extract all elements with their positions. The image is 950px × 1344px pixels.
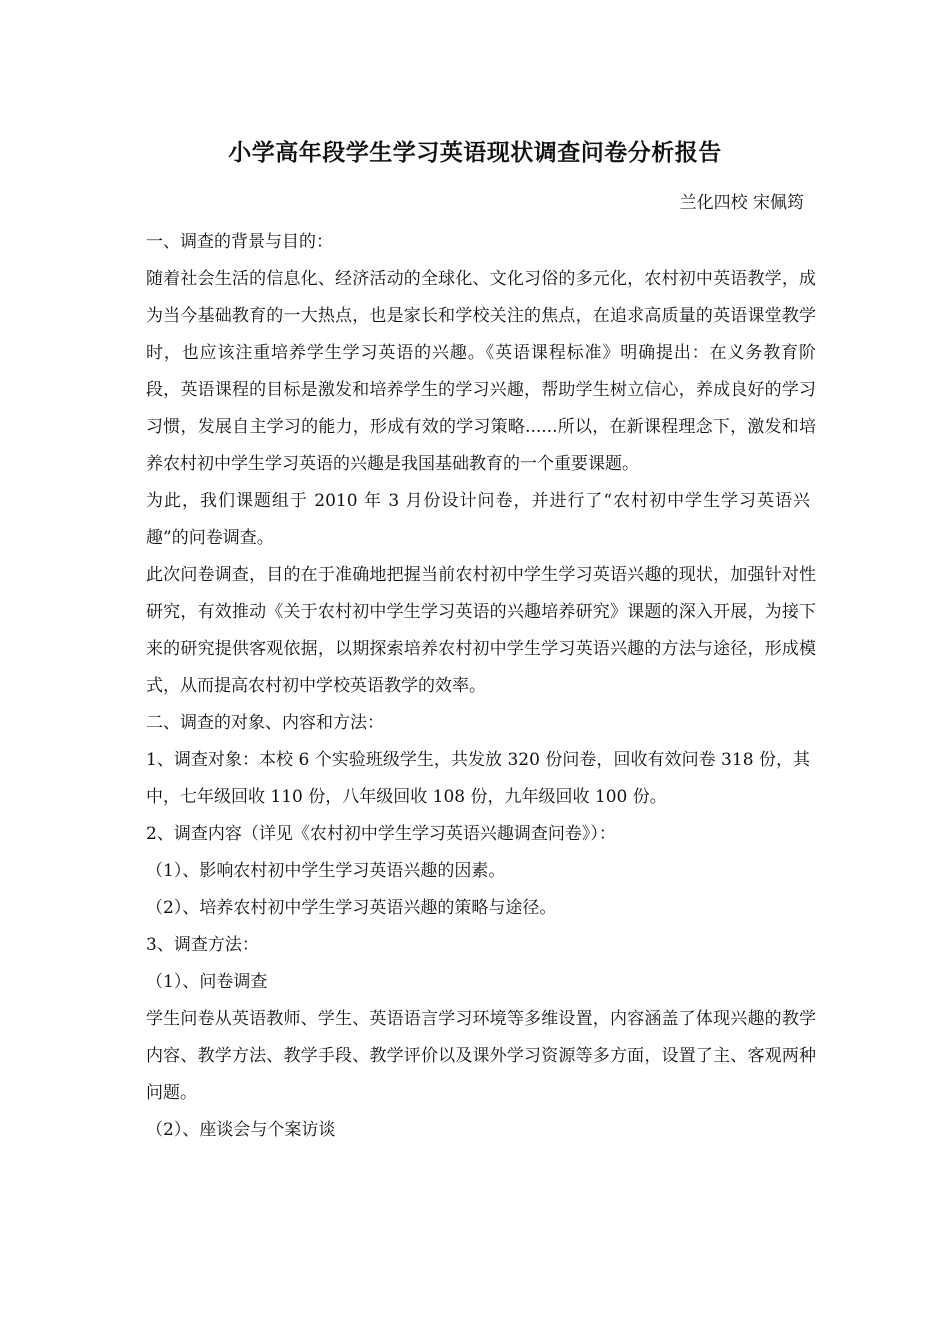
paragraph-survey-purpose: 此次问卷调查，目的在于准确地把握当前农村初中学生学习英语兴趣的现状，加强针对性研究，有效推动《关于农村初中学生学习英语的兴趣培养研究》课题的深入开展，为接下来的研究提供客观依据，以期探索培养农村初中学生学习英语兴趣的方法与途径，形成模式，从而提高农村初中学校英语教学的效率。 — [146, 565, 816, 696]
paragraph-background: 随着社会生活的信息化、经济活动的全球化、文化习俗的多元化，农村初中英语教学，成为当今基础教育的一大热点，也是家长和学校关注的焦点，在追求高质量的英语课堂教学时，也应该注重培养学生学习英语的兴趣。《英语课程标准》明确提出：在义务教育阶段，英语课程的目标是激发和培养学生的学习兴趣，帮助学生树立信心，养成良好的学习习惯，发展自主学习的能力，形成有效的学习策略......所以，在新课程理念下，激发和培养农村初中学生学习英语的兴趣是我国基础教育的一个重要课题。 — [146, 269, 816, 474]
section-heading-subjects: 二、调查的对象、内容和方法： — [146, 713, 384, 733]
list-item-method-1: （1）、问卷调查 — [146, 972, 268, 992]
paragraph-survey-design: 为此，我们课题组于 2010 年 3 月份设计问卷，并进行了“农村初中学生学习英语兴趣”的问卷调查。 — [146, 491, 810, 548]
list-item-method-2: （2）、座谈会与个案访谈 — [146, 1120, 336, 1140]
document-title: 小学高年段学生学习英语现状调查问卷分析报告 — [228, 139, 722, 166]
list-item-content-1: （1）、影响农村初中学生学习英语兴趣的因素。 — [146, 861, 506, 881]
list-item-content-2: （2）、培养农村初中学生学习英语兴趣的策略与途径。 — [146, 898, 557, 918]
document-author: 兰化四校 宋佩筠 — [679, 193, 804, 213]
paragraph-questionnaire: 学生问卷从英语教师、学生、英语语言学习环境等多维设置，内容涵盖了体现兴趣的教学内容、教学方法、教学手段、教学评价以及课外学习资源等多方面，设置了主、客观两种问题。 — [146, 1009, 816, 1103]
paragraph-methods: 3、调查方法： — [146, 935, 259, 955]
document-body — [146, 224, 816, 1149]
paragraph-subjects: 1、调查对象：本校 6 个实验班级学生，共发放 320 份问卷，回收有效问卷 318 份，其中，七年级回收 110 份，八年级回收 108 份，九年级回收 100 份。 — [146, 750, 810, 807]
section-heading-background: 一、调查的背景与目的： — [146, 232, 333, 252]
paragraph-content: 2、调查内容（详见《农村初中学生学习英语兴趣调查问卷》）： — [146, 824, 616, 844]
